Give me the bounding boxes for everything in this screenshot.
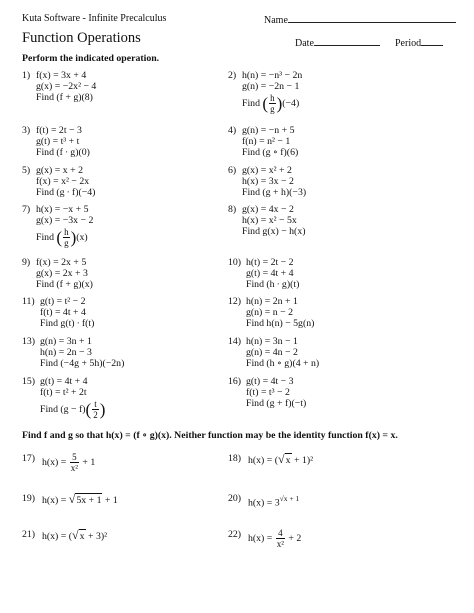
name-line — [288, 13, 456, 23]
source-label: Kuta Software - Infinite Precalculus — [22, 13, 167, 24]
section2-instruction: Find f and g so that h(x) = (f ∘ g)(x). Neither function may be the identity function f(x) = x. — [22, 430, 398, 441]
name-field — [264, 13, 456, 26]
radical-sign: √ — [278, 452, 285, 466]
fraction: $\frac{h}{g}$ — [64, 227, 69, 249]
fraction: $\frac{t}{2}$ — [93, 399, 98, 421]
date-line — [314, 36, 380, 46]
period-field — [395, 36, 443, 49]
radical-sign: √ — [68, 492, 76, 506]
radical-sign: √ — [72, 528, 79, 542]
date-field — [295, 36, 380, 49]
date-label: Date — [295, 38, 314, 49]
fraction: $\frac{h}{g}$ — [270, 93, 275, 115]
name-label: Name — [264, 15, 288, 26]
page-title: Function Operations — [22, 30, 141, 46]
worksheet-page: Kuta Software - Infinite Precalculus Name Function Operations Date Period Perform the indicated operation. 1) f(x) = 3x + 4 g(x) = −2x² − 4 Find (f + g)(8) 2) h(n) = −n³ − 2n g(n) = −2n − 1 Find ( $\frac{h}{g}$ )(−4) 3) f(t) = 2t − 3 g(t) = t³ + t Find (f ∙ g)(0) 4) g(n) = −n + 5 f(n) = n² − 1 Find (g ∘ f)(6) 5) g(x) = x + 2 f(x) = x² − 2x Find (g ∙ f)(−4) 6) g(x) = x² + 2 h(x) = 3x − 2 Find (g + h)(−3) 7) h(x) = −x + 5 g(x) = −3x − 2 Find ( $\frac{h}{g}$ )(x) 8) g(x) = 4x − 2 h(x) = x² − 5x Find g(x) − h(x) 9) f(x) = 2x + 5 g(x) = 2x + 3 Find (f + g)(x) 10) h(t) = 2t − 2 g(t) = 4t + 4 Find (h ∙ g)(t) 11) g(t) = t² − 2 f(t) = 4t + 4 Find g(t) ∙ f(t) 12) h(n) = 2n + 1 g(n) = n − 2 Find h(n) − 5g(n) 13) g(n) = 3n + 1 h(n) = 2n − 3 Find (−4g + 5h)(−2n) 14) h(n) = 3n − 1 g(n) = 4n − 2 Find (h ∘ g)(4 + n) 15) g(t) = 4t + 4 f(t) = t² + 2t Find (g − f)( $\frac{t}{2}$ ) 16) g(t) = 4t − 3 f(t) = t³ − 2 Find (g + f)(−t) Find f and g so that h(x) = (f ∘ g)(x). Neither function may be the identity function f(x) = x. 17) h(x) = $\frac{5}{\text{x²}}$ + 1 18) h(x) = (√x + 1)² 19) h(x) = √5x + 1 + 1 20) $h(x) = 3^{√x + 1}$ 21) h(x) = (√x + 3)² 22) h(x) = $\frac{4}{\text{x²}}$ + 2 — [0, 0, 474, 613]
fraction: $\frac{4}{\text{x²}}$ — [276, 528, 284, 549]
period-line — [421, 36, 443, 46]
section1-instruction: Perform the indicated operation. — [22, 53, 160, 64]
period-label: Period — [395, 38, 422, 49]
fraction: $\frac{5}{\text{x²}}$ — [70, 452, 78, 473]
